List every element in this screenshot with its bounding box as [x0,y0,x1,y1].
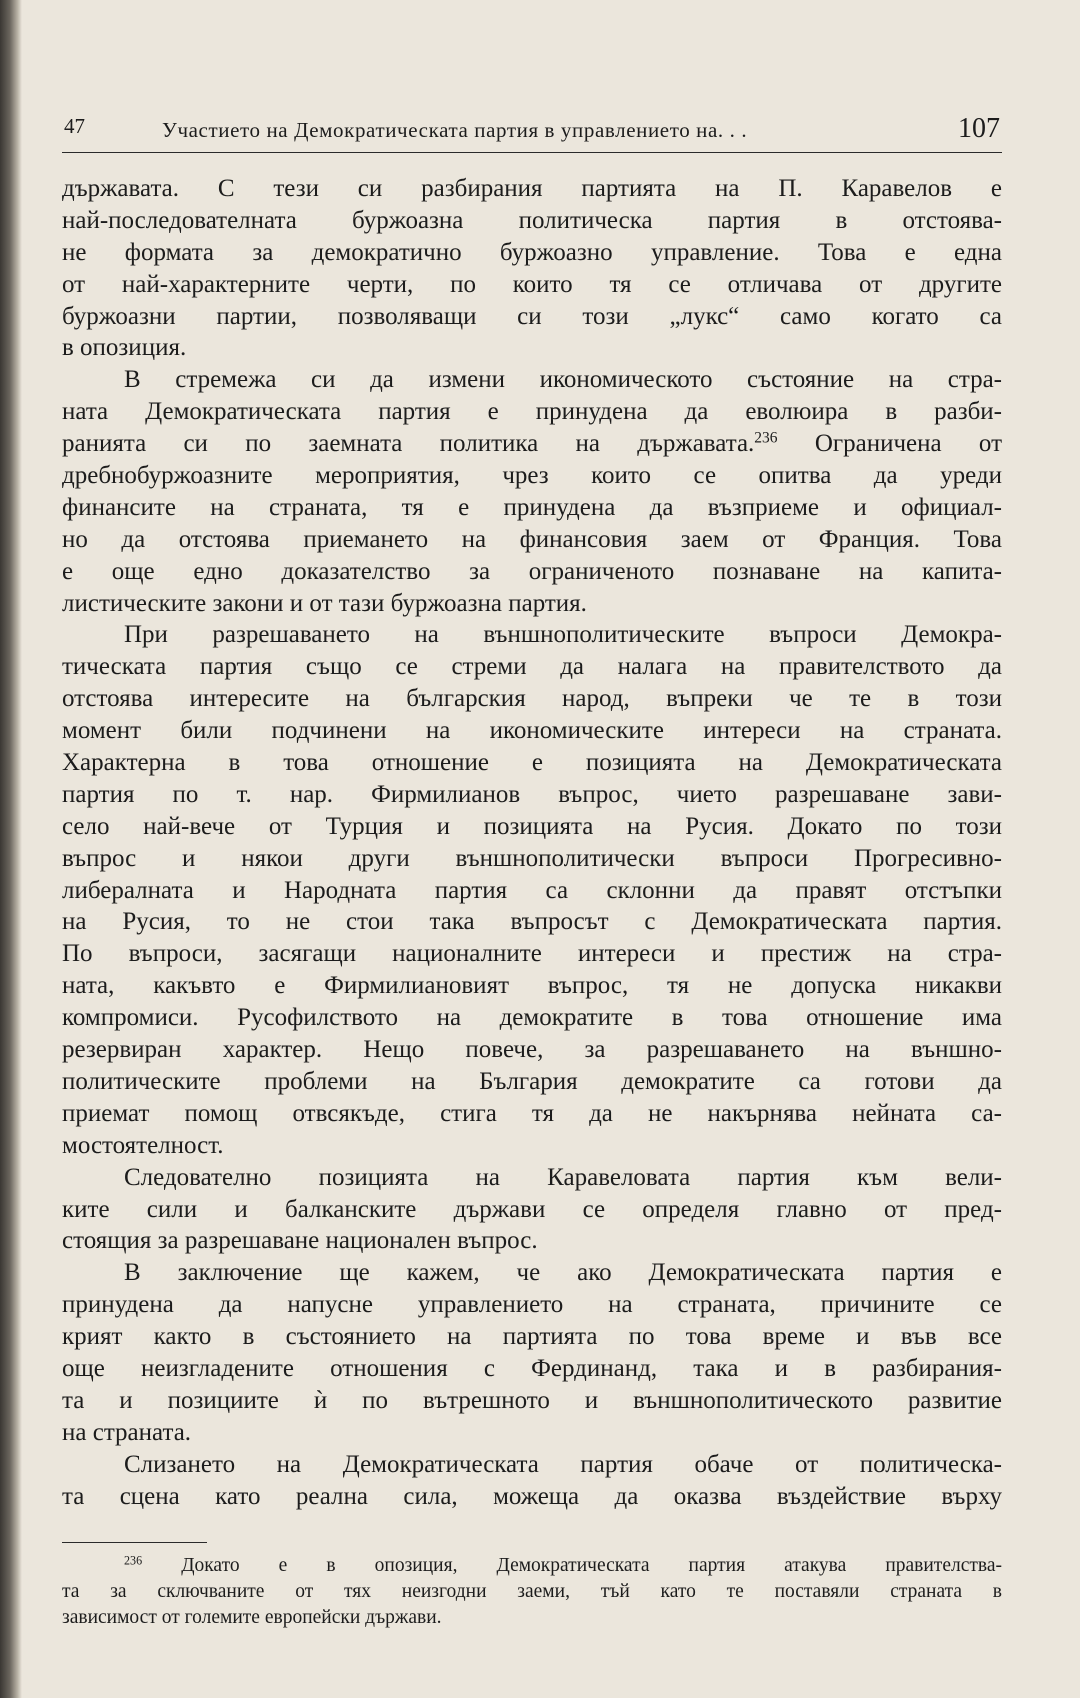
text-line: либералната и Народната партия са склонни да правят отстъпки [62,876,1002,904]
chapter-number: 47 [64,114,85,138]
text-line: В заключение ще кажем, че ако Демократическата партия е [124,1259,1002,1287]
text-line: мостоятелност. [62,1131,224,1159]
body-text [62,173,1002,1512]
running-title: Участието на Демократическата партия в управлението на. . . [162,118,748,142]
text-line: не формата за демократично буржоазно управление. Това е една [62,238,1002,266]
text-line-part: Ограничена от [777,430,1002,458]
text-line: принудена да напусне управлението на страната, причините се [62,1291,1002,1319]
text-line: въпрос и някои други външнополитически въпроси Прогресивно- [62,844,1002,872]
text-line: ната Демократическата партия е принудена да еволюира в разби- [62,398,1002,426]
text-line: село най-вече от Турция и позицията на Русия. Докато по този [62,812,1002,840]
footnote-number: 236 [124,1553,143,1568]
text-line: ната, какъвто е Фирмилиановият въпрос, тя не допуска никакви [62,972,1002,1000]
text-line: отстоява интересите на българския народ, въпреки че те в този [62,685,1002,713]
text-line: финансите на страната, тя е принудена да възприеме и официал- [62,493,1002,521]
text-line: партия по т. нар. Фирмилианов въпрос, чието разрешаване зави- [62,780,1002,808]
page-number: 107 [958,113,1000,144]
text-line: но да отстоява приемането на финансовия заем от Франция. Това [62,525,1002,553]
book-page [62,112,1002,1631]
text-line-with-footnote-ref [62,428,1002,460]
footnote-line: та за сключваните от тях неизгодни заеми, тъй като те поставяли страната в [62,1581,1002,1603]
running-head [62,112,1002,153]
footnote [62,1553,1002,1631]
text-line: резервиран характер. Нещо повече, за разрешаването на външно- [62,1036,1002,1064]
text-line: държавата. С тези си разбирания партията на П. Каравелов е [62,175,1002,202]
text-line-part: ранията си по заемната политика на държавата. [62,430,755,458]
text-line: на Русия, то не стои така въпросът с Демократическата партия. [62,908,1002,936]
text-line: дребнобуржоазните мероприятия, чрез които се опитва да уреди [62,462,1002,490]
text-line: момент били подчинени на икономическите интереси на страната. [62,717,1002,745]
text-line: приемат помощ отвсякъде, стига тя да не накърнява нейната са- [62,1099,1002,1127]
text-line: буржоазни партии, позволяващи си този „лукс“ само когато са [62,302,1002,330]
text-line: та сцена като реална сила, можеща да оказва въздействие върху [62,1482,1002,1510]
text-line: крият както в състоянието на партията по това време и във все [62,1323,1002,1351]
text-line: ките сили и балканските държави се определя главно от пред- [62,1195,1002,1223]
text-line: от най-характерните черти, по които тя се отличава от другите [62,270,1002,298]
text-line: най-последователната буржоазна политическа партия в отстоява- [62,206,1002,234]
text-line: тическата партия също се стреми да налага на правителството да [62,653,1002,681]
footnote-text: Докато е в опозиция, Демократическата партия атакува правителства- [142,1555,1002,1577]
footnote-line: зависимост от големите европейски държави. [62,1607,442,1629]
text-line: Следователно позицията на Каравеловата партия към вели- [124,1163,1002,1191]
text-line: Характерна в това отношение е позицията на Демократическата [62,749,1002,777]
text-line: в опозиция. [62,334,187,362]
footnote-reference: 236 [754,429,778,447]
footnote-divider [62,1542,207,1543]
footnote-line [62,1553,1002,1579]
book-spine-shadow [0,0,22,1698]
text-line: е още едно доказателство за ограниченото познаване на капита- [62,557,1002,585]
text-line: Слизането на Демократическата партия обаче от политическа- [124,1450,1002,1478]
text-line: При разрешаването на външнополитическите въпроси Демокра- [124,621,1002,649]
text-line: По въпроси, засягащи националните интереси и престиж на стра- [62,940,1002,968]
text-line: та и позициите ѝ по вътрешното и външнополитическото развитие [62,1386,1002,1414]
text-line: политическите проблеми на България демократите са готови да [62,1067,1002,1095]
text-line: В стремежа си да измени икономическото състояние на стра- [124,366,1002,394]
text-line: компромиси. Русофилството на демократите в това отношение има [62,1004,1002,1032]
text-line: на страната. [62,1418,192,1446]
text-line: още неизгладените отношения с Фердинанд, така и в разбирания- [62,1354,1002,1382]
text-line: стоящия за разрешаване национален въпрос. [62,1227,538,1255]
text-line: листическите закони и от тази буржоазна партия. [62,589,587,617]
